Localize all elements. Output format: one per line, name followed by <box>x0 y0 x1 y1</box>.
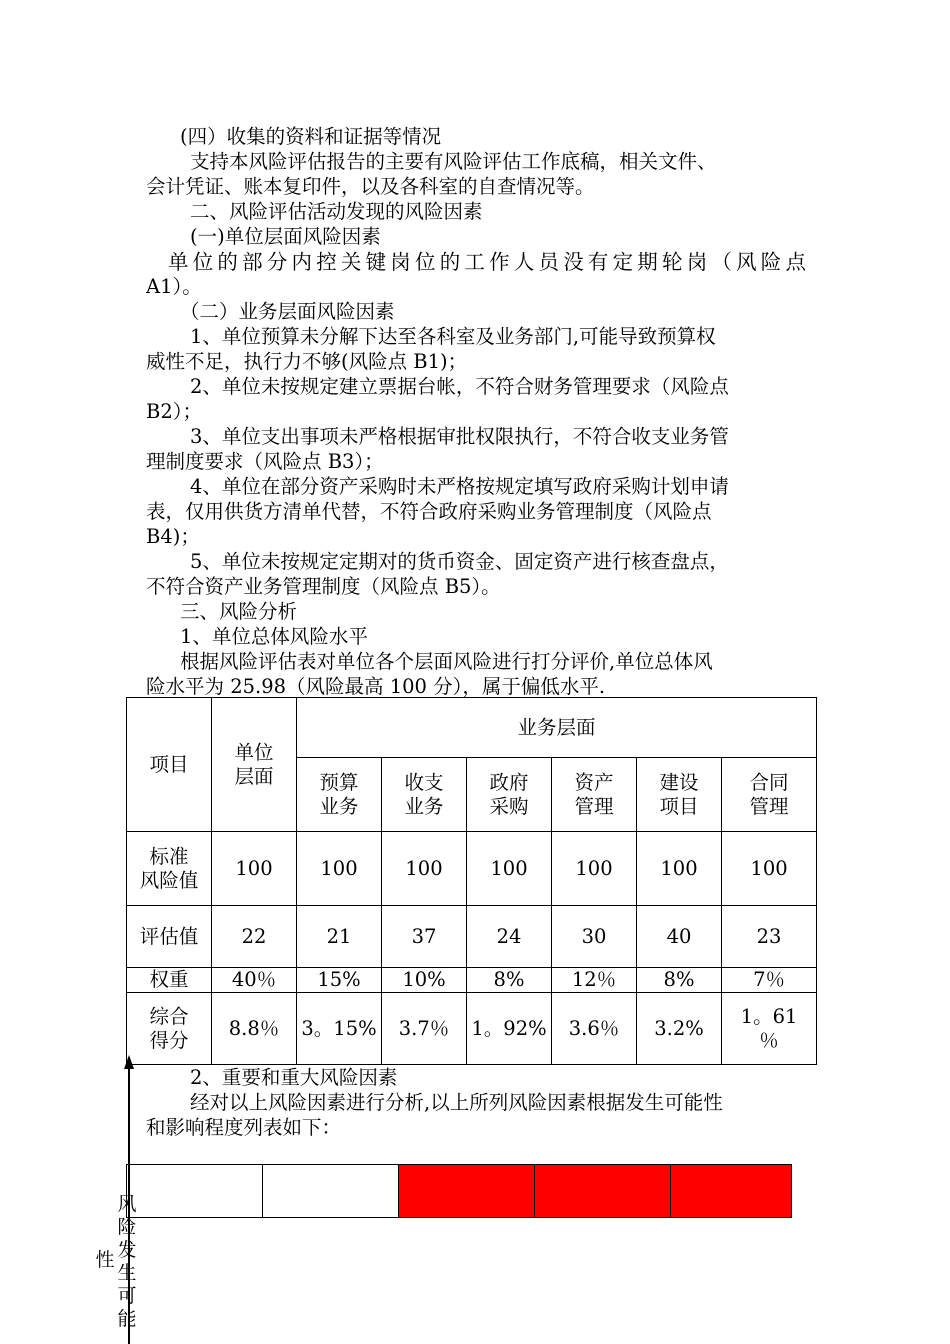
paragraph-line: B2）； <box>146 400 202 423</box>
table-cell: 24 <box>467 906 552 968</box>
row-label-line1: 评估值 <box>139 924 199 948</box>
section-heading-3: 三、风险分析 <box>180 600 298 623</box>
table-cell: 7％ <box>722 968 817 993</box>
paragraph-line: 和影响程度列表如下： <box>146 1116 342 1139</box>
subsection-heading-1: (一)单位层面风险因素 <box>190 225 381 248</box>
table-cell: 40％ <box>212 968 297 993</box>
table-cell: 15% <box>297 968 382 993</box>
table-cell: 100 <box>722 832 817 906</box>
section-heading-4: (四）收集的资料和证据等情况 <box>180 125 442 148</box>
paragraph-line: 1、单位预算未分解下达至各科室及业务部门,可能导致预算权 <box>190 325 716 348</box>
table-cell: 37 <box>382 906 467 968</box>
paragraph-line: 3、单位支出事项未严格根据审批权限执行，不符合收支业务管 <box>190 425 729 448</box>
table-cell: 3.6％ <box>552 993 637 1065</box>
subsection-heading-2: （二）业务层面风险因素 <box>180 300 395 323</box>
subsection-heading-3-1: 1、单位总体风险水平 <box>180 625 368 648</box>
table-cell: 3.2% <box>637 993 722 1065</box>
column-header-line1: 政府 <box>489 770 529 794</box>
risk-score-table <box>126 697 817 1065</box>
axis-label-char: 险 <box>117 1216 137 1238</box>
column-header <box>297 758 382 832</box>
table-cell: 3.7％ <box>382 993 467 1065</box>
column-header-line2: 业务 <box>404 794 444 818</box>
table-row <box>127 832 817 906</box>
row-label-line1: 综合 <box>149 1004 189 1028</box>
table-cell: 100 <box>382 832 467 906</box>
matrix-cell <box>399 1165 535 1218</box>
header-unit-line2: 层面 <box>234 764 274 788</box>
table-row <box>127 906 817 968</box>
matrix-cell <box>263 1165 399 1218</box>
paragraph-line: 表，仅用供货方清单代替，不符合政府采购业务管理制度（风险点 <box>146 500 712 523</box>
row-label-line2: 得分 <box>149 1028 189 1052</box>
paragraph-line: 险水平为 25.98（风险最高 100 分），属于偏低水平. <box>146 675 606 698</box>
paragraph-line: 经对以上风险因素进行分析,以上所列风险因素根据发生可能性 <box>190 1091 723 1114</box>
column-header <box>552 758 637 832</box>
column-header-line2: 管理 <box>574 794 614 818</box>
table-cell: 1。92% <box>467 993 552 1065</box>
table-cell: 22 <box>212 906 297 968</box>
header-business-level: 业务层面 <box>297 698 817 758</box>
table-cell: 12％ <box>552 968 637 993</box>
row-label-line1: 标准 <box>149 844 189 868</box>
row-label-line2: 风险值 <box>139 868 199 892</box>
table-cell: 40 <box>637 906 722 968</box>
paragraph-line: 支持本风险评估报告的主要有风险评估工作底稿，相关文件、 <box>190 150 717 173</box>
paragraph-line: 4、单位在部分资产采购时未严格按规定填写政府采购计划申请 <box>190 475 729 498</box>
paragraph-line: 不符合资产业务管理制度（风险点 B5）。 <box>146 575 501 598</box>
table-cell: 1。61 ％ <box>722 993 817 1065</box>
paragraph-line: B4)； <box>146 525 200 548</box>
row-label <box>127 832 212 906</box>
column-header <box>722 758 817 832</box>
header-item: 项目 <box>127 698 212 832</box>
matrix-cell <box>535 1165 671 1218</box>
column-header-line2: 项目 <box>659 794 699 818</box>
table-cell: 8.8％ <box>212 993 297 1065</box>
table-row <box>127 968 817 993</box>
row-label <box>127 968 212 993</box>
matrix-cell <box>671 1165 792 1218</box>
paragraph-line: 5、单位未按规定定期对的货币资金、固定资产进行核查盘点， <box>190 550 729 573</box>
column-header-line1: 预算 <box>319 770 359 794</box>
column-header-line1: 资产 <box>574 770 614 794</box>
column-header <box>382 758 467 832</box>
row-label <box>127 993 212 1065</box>
axis-label-char: 生 <box>117 1262 137 1284</box>
paragraph-line: 根据风险评估表对单位各个层面风险进行打分评价,单位总体风 <box>180 650 713 673</box>
axis-label-char: 能 <box>117 1308 137 1330</box>
column-header <box>637 758 722 832</box>
table-cell: 21 <box>297 906 382 968</box>
section-heading-2: 二、风险评估活动发现的风险因素 <box>190 200 483 223</box>
column-header-line2: 业务 <box>319 794 359 818</box>
axis-label-char: 发 <box>117 1239 137 1261</box>
risk-matrix <box>126 1164 792 1218</box>
table-row <box>127 993 817 1065</box>
header-unit-line1: 单位 <box>234 740 274 764</box>
column-header-line2: 管理 <box>749 794 789 818</box>
paragraph-line: A1）。 <box>146 275 202 298</box>
table-cell: 100 <box>552 832 637 906</box>
axis-label-char: 可 <box>117 1285 137 1307</box>
table-cell: 23 <box>722 906 817 968</box>
table-cell: 10% <box>382 968 467 993</box>
paragraph-line: 理制度要求（风险点 B3）； <box>146 450 384 473</box>
paragraph-line: 会计凭证、账本复印件，以及各科室的自查情况等。 <box>146 175 595 198</box>
subsection-heading-3-2: 2、重要和重大风险因素 <box>190 1066 398 1089</box>
row-label <box>127 906 212 968</box>
column-header-line1: 收支 <box>404 770 444 794</box>
header-unit-level <box>212 698 297 832</box>
column-header-line1: 合同 <box>749 770 789 794</box>
table-cell: 8% <box>467 968 552 993</box>
row-label-line1: 权重 <box>149 968 189 991</box>
column-header-line1: 建设 <box>659 770 699 794</box>
paragraph-line: 威性不足，执行力不够(风险点 B1)； <box>146 350 468 373</box>
paragraph-line: 单位的部分内控关键岗位的工作人员没有定期轮岗（风险点 <box>168 250 806 274</box>
table-cell: 8% <box>637 968 722 993</box>
table-cell: 100 <box>637 832 722 906</box>
axis-label-side: 性 <box>95 1249 115 1271</box>
paragraph-line: 2、单位未按规定建立票据台帐，不符合财务管理要求（风险点 <box>190 375 729 398</box>
table-cell: 100 <box>212 832 297 906</box>
table-cell: 30 <box>552 906 637 968</box>
matrix-cell <box>127 1165 263 1218</box>
matrix-row <box>127 1165 792 1218</box>
table-cell: 3。15% <box>297 993 382 1065</box>
axis-label-char: 风 <box>117 1193 137 1215</box>
column-header <box>467 758 552 832</box>
column-header-line2: 采购 <box>489 794 529 818</box>
table-cell: 100 <box>297 832 382 906</box>
table-cell: 100 <box>467 832 552 906</box>
